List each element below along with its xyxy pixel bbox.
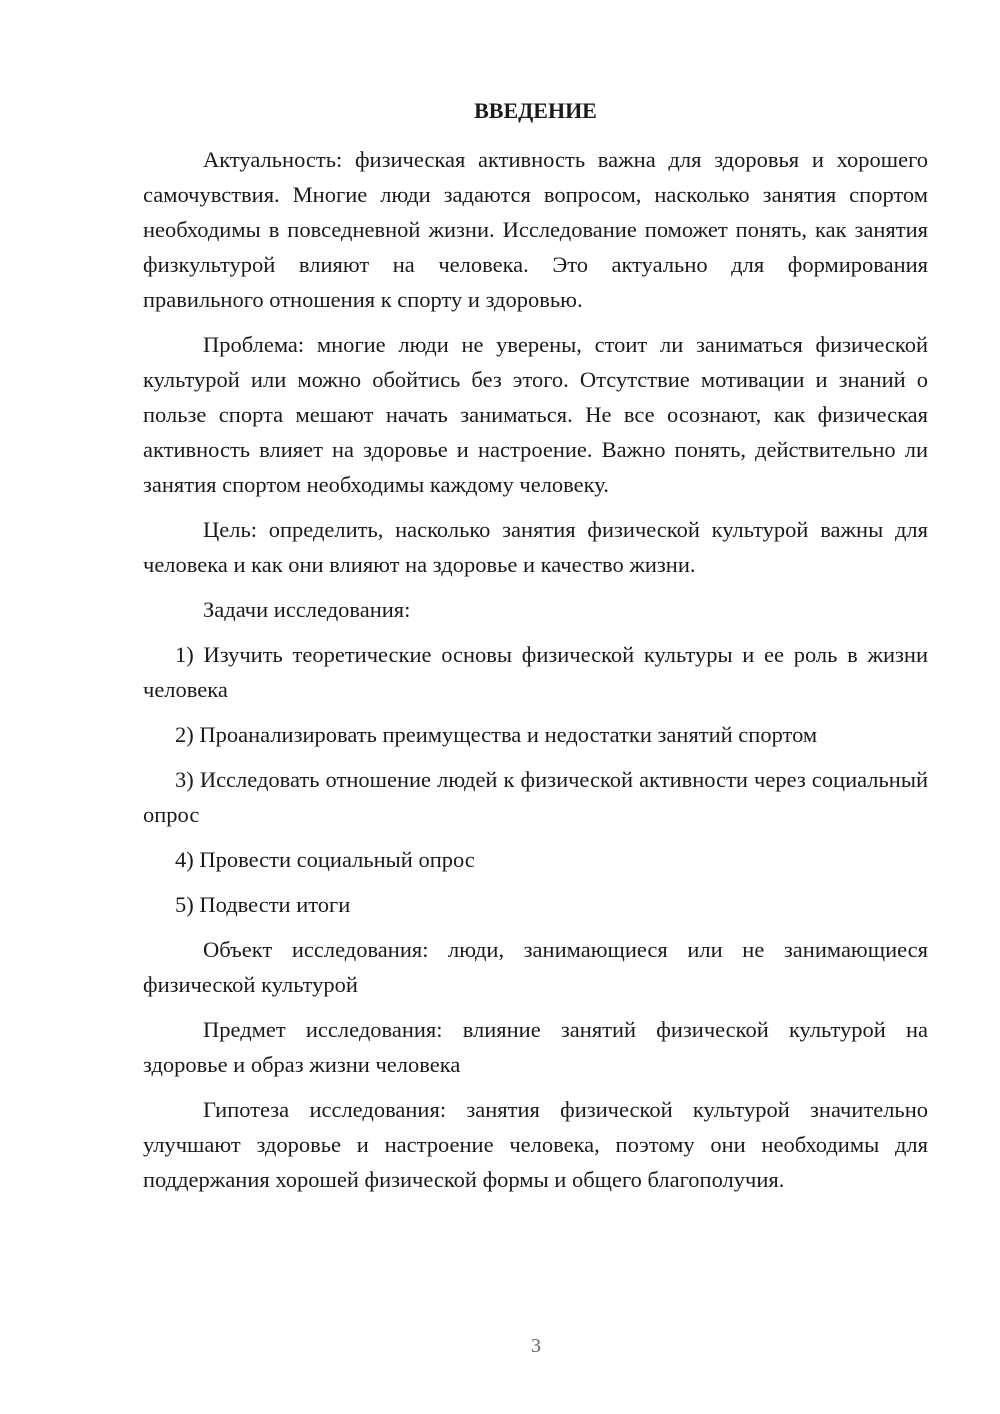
list-item: 1) Изучить теоретические основы физической культуры и ее роль в жизни человека <box>143 642 928 702</box>
list-item: 5) Подвести итоги <box>175 892 351 917</box>
paragraph-object: Объект исследования: люди, занимающиеся или не занимающиеся физической культурой <box>143 937 928 997</box>
paragraph-tasks-heading: Задачи исследования: <box>203 597 411 622</box>
paragraph-hypothesis: Гипотеза исследования: занятия физической культурой значительно улучшают здоровье и настроение человека, поэтому они необходимы для поддержания хорошей физической формы и общего благополучия. <box>143 1097 928 1192</box>
document-body <box>143 142 928 1207</box>
page-title: ВВЕДЕНИЕ <box>474 98 597 123</box>
page-number: 3 <box>531 1335 541 1357</box>
paragraph-goal: Цель: определить, насколько занятия физической культурой важны для человека и как они влияют на здоровье и качество жизни. <box>143 517 928 577</box>
paragraph-subject: Предмет исследования: влияние занятий физической культурой на здоровье и образ жизни человека <box>143 1017 928 1077</box>
paragraph-relevance: Актуальность: физическая активность важна для здоровья и хорошего самочувствия. Многие люди задаются вопросом, насколько занятия спортом необходимы в повседневной жизни. Исследование поможет понять, как занятия физкультурой влияют на человека. Это актуально для формирования правильного отношения к спорту и здоровью. <box>143 147 928 312</box>
list-item: 3) Исследовать отношение людей к физической активности через социальный опрос <box>143 767 928 827</box>
list-item: 4) Провести социальный опрос <box>175 847 475 872</box>
paragraph-problem: Проблема: многие люди не уверены, стоит ли заниматься физической культурой или можно обойтись без этого. Отсутствие мотивации и знаний о пользе спорта мешают начать заниматься. Не все осознают, как физическая активность влияет на здоровье и настроение. Важно понять, действительно ли занятия спортом необходимы каждому человеку. <box>143 332 928 497</box>
list-item: 2) Проанализировать преимущества и недостатки занятий спортом <box>175 722 818 747</box>
